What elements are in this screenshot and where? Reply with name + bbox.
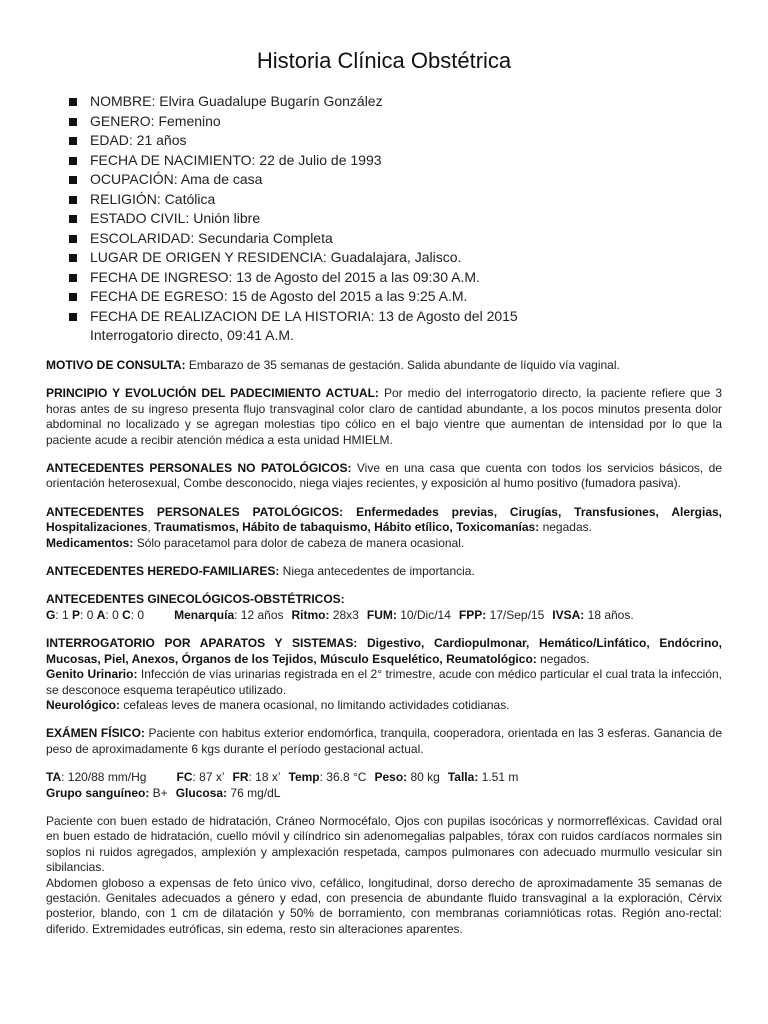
fr-label: FR (232, 770, 249, 785)
patologicos-negadas: negadas. (539, 520, 592, 535)
neuro-label: Neurológico: (46, 697, 120, 712)
temp-value: : 36.8 °C (319, 770, 367, 785)
fpp-label: FPP: (458, 607, 487, 622)
glucosa-value: 76 mg/dL (227, 785, 281, 800)
section-text: Embarazo de 35 semanas de gestación. Salida abundante de líquido vía vaginal. (185, 358, 620, 372)
section-text: Por medio del interrogatorio directo, la paciente refiere que 3 horas antes de su ingreso presenta flujo transvaginal color claro de cantidad abundante, a los pocos minutos presenta dolor abdominal no localizado y se agregan molestias tipo cólico en el bajo vientre que aumentan de intensidad por lo que la paciente acude a recibir atención médica a esta unidad HMIELM. (46, 386, 722, 447)
section-gineco-values (46, 608, 722, 623)
fum-value: 10/Dic/14 (396, 607, 451, 622)
grupo-label: Grupo sanguíneo: (46, 785, 150, 800)
ivsa-value: 18 años. (584, 607, 634, 622)
medicamentos-label: Medicamentos: (46, 535, 134, 550)
peso-value: 80 kg (407, 770, 440, 785)
info-item-text: FECHA DE REALIZACION DE LA HISTORIA: 13 de Agosto del 2015 (90, 307, 518, 324)
info-item-nacimiento (66, 151, 706, 171)
fr-value: : 18 x’ (248, 770, 281, 785)
fc-label: FC (176, 770, 193, 785)
talla-label: Talla: (447, 770, 479, 785)
section-interrogatorio (46, 636, 722, 667)
section-exploracion-1: Paciente con buen estado de hidratación, Cráneo Normocéfalo, Ojos con pupilas isocóricas y normorrefléxicas. Cavidad oral en buen estado de hidratación, cuello móvil y cilíndrico sin adenomegalias palpables, tórax con ruidos cardíacos normales sin soplos ni ruidos agregados, amplexión y amplexación respetada, campos pulmonares con adecuado murmullo vesicular sin sibilancias. (46, 813, 722, 875)
ritmo-value: 28x3 (329, 607, 359, 622)
info-item-residencia (66, 248, 706, 268)
genito-label: Genito Urinario: (46, 667, 138, 682)
fc-value: : 87 x’ (192, 770, 225, 785)
ritmo-label: Ritmo: (291, 607, 330, 622)
patologicos-items: Enfermedades previas, Cirugías, Transfusiones, Alergias, Hospitalizaciones (46, 504, 723, 535)
info-item-egreso (66, 287, 706, 307)
p-label: P (72, 607, 81, 622)
info-item-text: RELIGIÓN: Católica (90, 190, 216, 207)
section-text: Paciente con habitus exterior endomórfica, tranquila, cooperadora, orientada en las 3 esferas. Ganancia de peso de aproximadamente 6 kgs durante el período gestacional actual. (46, 726, 723, 756)
section-vitales-2 (46, 786, 722, 801)
talla-value: 1.51 m (478, 770, 519, 785)
genito-text: Infección de vías urinarias registrada en el 2° trimestre, acude con médico particular el cual trata la infección, se desconoce esquema terapéutico utilizado. (46, 667, 723, 697)
section-label: ANTECEDENTES PERSONALES NO PATOLÓGICOS: (46, 461, 352, 476)
info-item-genero (66, 112, 706, 132)
p-value: : 0 (80, 607, 97, 622)
info-item-text: NOMBRE: Elvira Guadalupe Bugarín González (90, 93, 383, 109)
info-item-text: FECHA DE INGRESO: 13 de Agosto del 2015 a las 09:30 A.M. (90, 268, 480, 285)
menarquia-label: Menarquía (174, 607, 235, 622)
info-item-continuation: Interrogatorio directo, 09:41 A.M. (90, 327, 294, 343)
section-text: Niega antecedentes de importancia. (279, 564, 475, 579)
info-item-text: FECHA DE NACIMIENTO: 22 de Julio de 1993 (90, 151, 382, 168)
patologicos-comma: , (147, 520, 155, 535)
ta-value: : 120/88 mm/Hg (61, 770, 147, 785)
a-value: : 0 (105, 607, 123, 622)
section-motivo (46, 358, 722, 373)
section-text: Vive en una casa que cuenta con todos los servicios básicos, de orientación heterosexual, Combe desconocido, niega viajes recientes, y exposición al humo positivo (fumadora pasiva). (46, 461, 722, 491)
glucosa-label: Glucosa: (175, 785, 228, 800)
section-principio (46, 386, 722, 448)
peso-label: Peso: (374, 770, 408, 785)
info-item-text: GENERO: Femenino (90, 112, 221, 129)
grupo-value: B+ (149, 785, 168, 800)
temp-label: Temp (288, 770, 320, 785)
section-label: PRINCIPIO Y EVOLUCIÓN DEL PADECIMIENTO ACTUAL: (46, 386, 379, 401)
medicamentos-text: Sólo paracetamol para dolor de cabeza de manera ocasional. (133, 535, 465, 550)
section-gineco-heading (46, 592, 722, 607)
g-value: : 1 (55, 607, 73, 622)
menarquia-value: : 12 años (234, 607, 284, 622)
section-vitales-1 (46, 770, 722, 785)
section-heredo (46, 564, 722, 579)
section-label: INTERROGATORIO POR APARATOS Y SISTEMAS: (46, 636, 358, 651)
info-item-ingreso (66, 268, 706, 288)
info-item-edad (66, 131, 706, 151)
fum-label: FUM: (366, 607, 397, 622)
section-patologicos (46, 505, 722, 536)
section-label: EXÁMEN FÍSICO: (46, 726, 145, 741)
section-examen (46, 726, 722, 757)
info-item-text: OCUPACIÓN: Ama de casa (90, 171, 263, 187)
clinical-body (46, 358, 722, 950)
info-item-text: ESTADO CIVIL: Unión libre (90, 210, 261, 226)
interrogatorio-negados: negados. (536, 651, 590, 666)
info-item-text: FECHA DE EGRESO: 15 de Agosto del 2015 a las 9:25 A.M. (90, 288, 468, 304)
info-item-nombre (66, 92, 706, 112)
info-item-estado-civil (66, 209, 706, 229)
section-no-patologicos (46, 461, 722, 492)
ta-label: TA (46, 770, 62, 785)
info-item-text: LUGAR DE ORIGEN Y RESIDENCIA: Guadalajara, Jalisco. (90, 249, 462, 265)
info-item-text: ESCOLARIDAD: Secundaria Completa (90, 229, 333, 246)
section-exploracion-2: Abdomen globoso a expensas de feto único vivo, cefálico, longitudinal, dorso derecho de aproximadamente 35 semanas de gestación. Genitales adecuados a género y edad, con presencia de abundante fluido transvaginal a la exploración, Cérvix posterior, blando, con 1 cm de dilatación y 50% de borramiento, con membranas coriamnióticas rotas. Región ano-rectal: diferido. Extremidades eutróficas, sin edema, resto sin alteraciones aparentes. (46, 875, 722, 936)
g-label: G (46, 607, 56, 622)
ivsa-label: IVSA: (552, 607, 585, 622)
section-label: ANTECEDENTES HEREDO-FAMILIARES: (46, 564, 280, 579)
patologicos-items-2: Traumatismos, Hábito de tabaquismo, Hábito etílico, Toxicomanías: (154, 520, 540, 535)
section-label: MOTIVO DE CONSULTA: (46, 358, 186, 372)
section-genito (46, 667, 722, 698)
info-item-text: EDAD: 21 años (90, 132, 187, 148)
neuro-text: cefaleas leves de manera ocasional, no limitando actividades cotidianas. (120, 697, 510, 712)
info-item-realizacion (66, 307, 706, 346)
info-item-religion (66, 190, 706, 210)
page-title: Historia Clínica Obstétrica (256, 48, 512, 73)
a-label: A (96, 607, 106, 622)
section-medicamentos (46, 536, 722, 551)
section-label: ANTECEDENTES GINECOLÓGICOS-OBSTÉTRICOS: (46, 592, 345, 607)
c-label: C (122, 607, 131, 622)
interrogatorio-items: Digestivo, Cardiopulmonar, Hemático/Linfático, Endócrino, Mucosas, Piel, Anexos, Órganos de los Tejidos, Músculo Esquelético, Reumatológico: (46, 636, 722, 666)
c-value: : 0 (130, 607, 145, 622)
fpp-value: 17/Sep/15 (486, 607, 545, 622)
section-label: ANTECEDENTES PERSONALES PATOLÓGICOS: (46, 504, 344, 519)
section-neurologico (46, 698, 722, 713)
patient-info-list (66, 92, 706, 346)
info-item-escolaridad (66, 229, 706, 249)
info-item-ocupacion (66, 170, 706, 190)
